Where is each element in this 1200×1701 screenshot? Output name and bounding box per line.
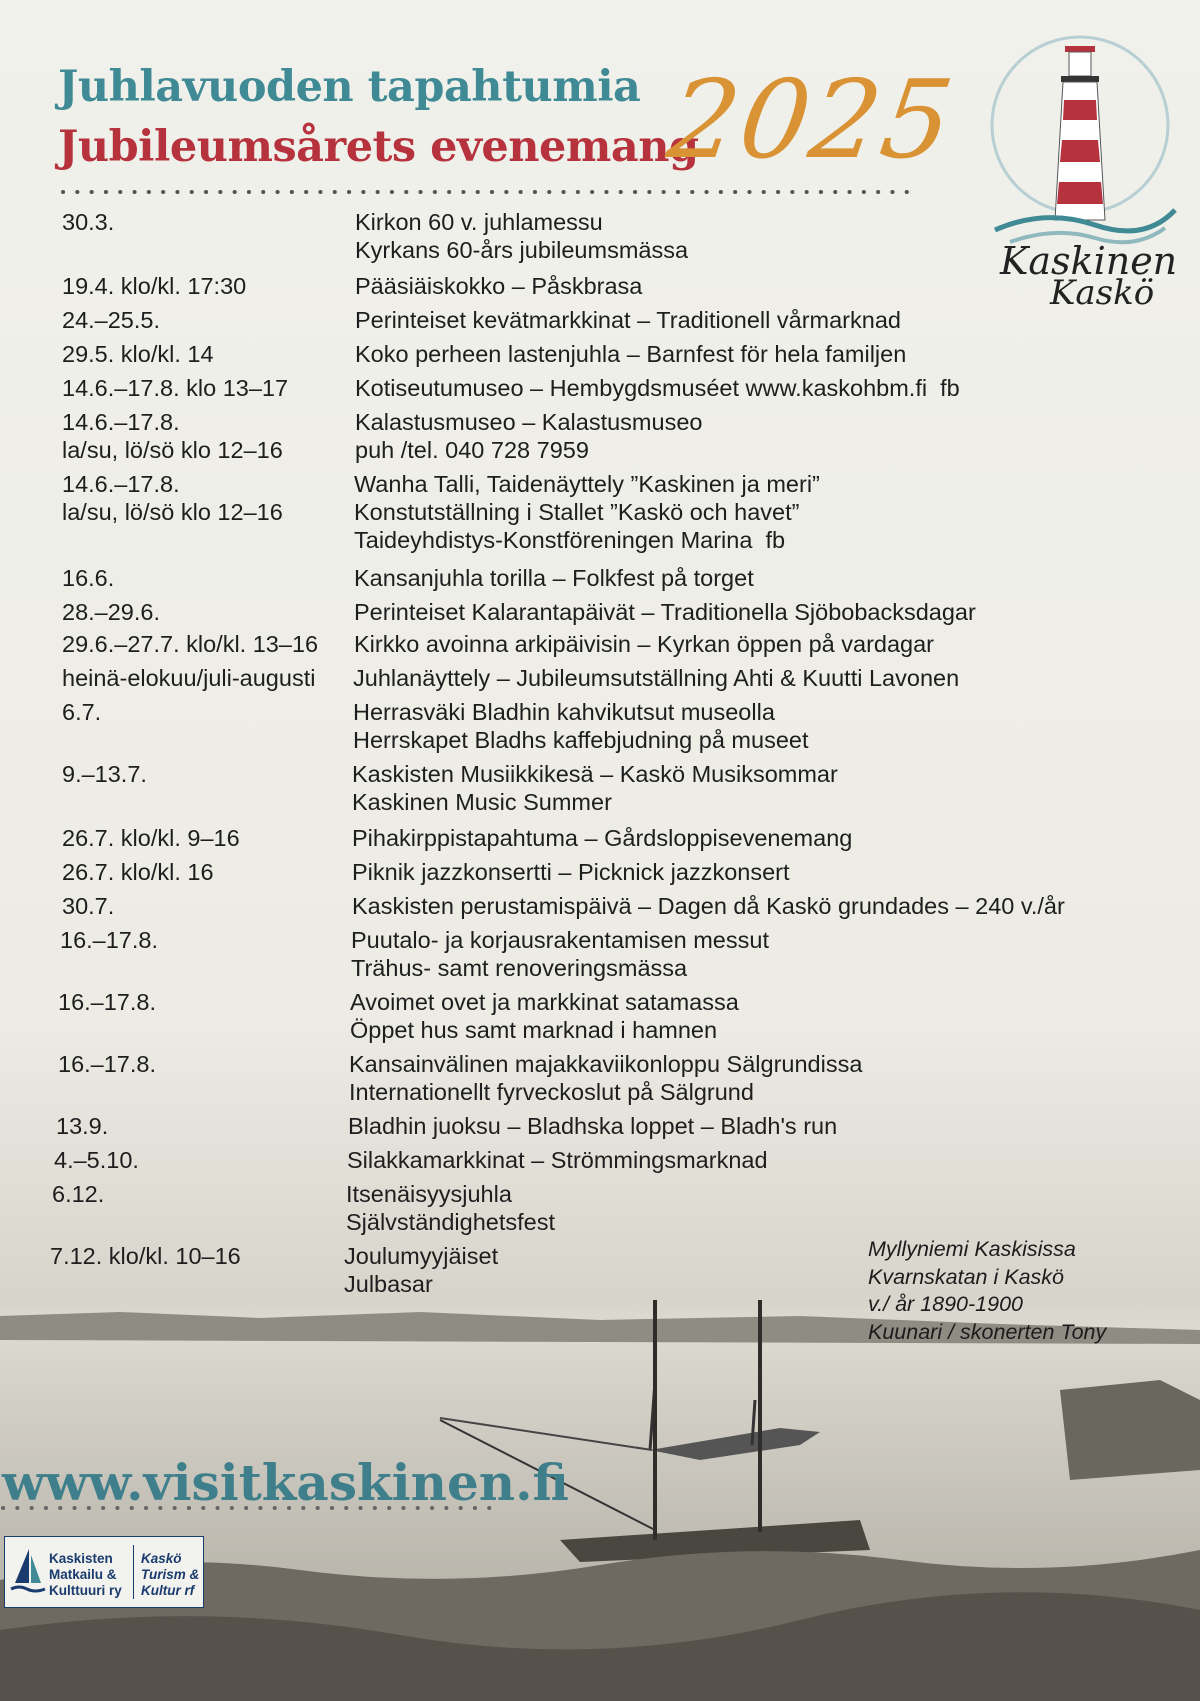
event-date: 30.3.: [62, 209, 115, 235]
association-logo: [4, 1536, 204, 1608]
event-title: Perinteiset kevätmarkkinat – Traditionell vårmarknad: [355, 307, 901, 333]
event-date: 16.–17.8.: [60, 927, 159, 953]
event-title: Kirkko avoinna arkipäivisin – Kyrkan öppen på vardagar: [354, 631, 934, 657]
event-date: 29.5. klo/kl. 14: [62, 341, 214, 367]
event-date: heinä-elokuu/juli-augusti: [62, 665, 316, 691]
event-title: Kirkon 60 v. juhlamessu Kyrkans 60-års jubileumsmässa: [355, 209, 689, 263]
event-title: Herrasväki Bladhin kahvikutsut museolla Herrskapet Bladhs kaffebjudning på museet: [353, 699, 809, 753]
page-title-fi: Juhlavuoden tapahtumia: [58, 62, 641, 112]
event-date: 7.12. klo/kl. 10–16: [50, 1243, 241, 1269]
brand-line2: Kaskö: [1050, 273, 1155, 313]
dotted-divider-bottom: [0, 1504, 500, 1512]
brand-wordmark: [1000, 239, 1178, 313]
event-title: Bladhin juoksu – Bladhska loppet – Bladh's run: [348, 1113, 838, 1139]
event-date: 29.6.–27.7. klo/kl. 13–16: [62, 631, 319, 657]
event-date: 16.6.: [62, 565, 115, 591]
event-title: Kotiseutumuseo – Hembygdsmuséet www.kaskohbm.fi fb: [355, 375, 960, 401]
event-date: 24.–25.5.: [62, 307, 161, 333]
event-date: 16.–17.8.: [58, 989, 157, 1015]
year-title: 2025: [661, 58, 962, 183]
event-title: Itsenäisyysjuhla Självständighetsfest: [346, 1181, 556, 1235]
event-date: 13.9.: [56, 1113, 109, 1139]
photo-caption: [868, 1236, 1106, 1346]
caption-line2: Kvarnskatan i Kaskö: [868, 1264, 1064, 1289]
event-title: Kansainvälinen majakkaviikonloppu Sälgrundissa Internationellt fyrveckoslut på Sälgrund: [349, 1051, 863, 1105]
event-date: 6.7.: [62, 699, 102, 725]
event-title: Perinteiset Kalarantapäivät – Traditionella Sjöbobacksdagar: [354, 599, 976, 625]
event-title: Kaskisten Musiikkikesä – Kaskö Musiksommar Kaskinen Music Summer: [352, 761, 838, 815]
event-date: 4.–5.10.: [54, 1147, 139, 1173]
event-title: Wanha Talli, Taidenäyttely ”Kaskinen ja meri” Konstutställning i Stallet ”Kaskö och havet” Taideyhdistys-Konstföreningen Marina fb: [354, 471, 820, 553]
event-title: Avoimet ovet ja markkinat satamassa Öppet hus samt marknad i hamnen: [350, 989, 739, 1043]
page-title-sv: Jubileumsårets evenemang: [58, 122, 699, 172]
caption-line3: v./ år 1890-1900: [868, 1292, 1023, 1316]
logo-divider: [133, 1545, 134, 1599]
event-title: Piknik jazzkonsertti – Picknick jazzkonsert: [352, 859, 790, 885]
event-date: 19.4. klo/kl. 17:30: [62, 273, 247, 299]
logo-text-fi: Kaskisten Matkailu & Kulttuuri ry: [49, 1551, 122, 1598]
event-date: 6.12.: [52, 1181, 105, 1207]
event-title: Pihakirppistapahtuma – Gårdsloppisevenemang: [352, 825, 853, 851]
event-title: Puutalo- ja korjausrakentamisen messut Trähus- samt renoveringsmässa: [351, 927, 769, 981]
caption-line1: Myllyniemi Kaskisissa: [868, 1237, 1076, 1261]
event-date: 26.7. klo/kl. 16: [62, 859, 214, 885]
caption-line4: Kuunari / skonerten Tony: [868, 1319, 1107, 1344]
event-title: Kalastusmuseo – Kalastusmuseo puh /tel. 040 728 7959: [355, 409, 703, 463]
event-date: 28.–29.6.: [62, 599, 161, 625]
event-title: Juhlanäyttely – Jubileumsutställning Ahti & Kuutti Lavonen: [353, 665, 960, 691]
event-date: 14.6.–17.8. klo 13–17: [62, 375, 289, 401]
event-date: 14.6.–17.8. la/su, lö/sö klo 12–16: [62, 471, 283, 525]
event-date: 14.6.–17.8. la/su, lö/sö klo 12–16: [62, 409, 283, 463]
event-title: Pääsiäiskokko – Påskbrasa: [355, 273, 643, 299]
dotted-divider-top: [60, 188, 920, 196]
event-title: Koko perheen lastenjuhla – Barnfest för hela familjen: [355, 341, 907, 367]
logo-text-sv: Kaskö Turism & Kultur rf: [141, 1551, 200, 1598]
event-date: 16.–17.8.: [58, 1051, 157, 1077]
event-date: 26.7. klo/kl. 9–16: [62, 825, 240, 851]
event-title: Silakkamarkkinat – Strömmingsmarknad: [347, 1147, 768, 1173]
event-title: Joulumyyjäiset Julbasar: [344, 1243, 499, 1297]
website-link[interactable]: www.visitkaskinen.fi: [2, 1453, 569, 1512]
event-title: Kaskisten perustamispäivä – Dagen då Kaskö grundades – 240 v./år: [352, 893, 1065, 919]
sailboat-icon: [9, 1545, 47, 1599]
brand-line1: Kaskinen: [1000, 239, 1178, 283]
event-date: 30.7.: [62, 893, 115, 919]
event-title: Kansanjuhla torilla – Folkfest på torget: [354, 565, 754, 591]
event-date: 9.–13.7.: [62, 761, 147, 787]
